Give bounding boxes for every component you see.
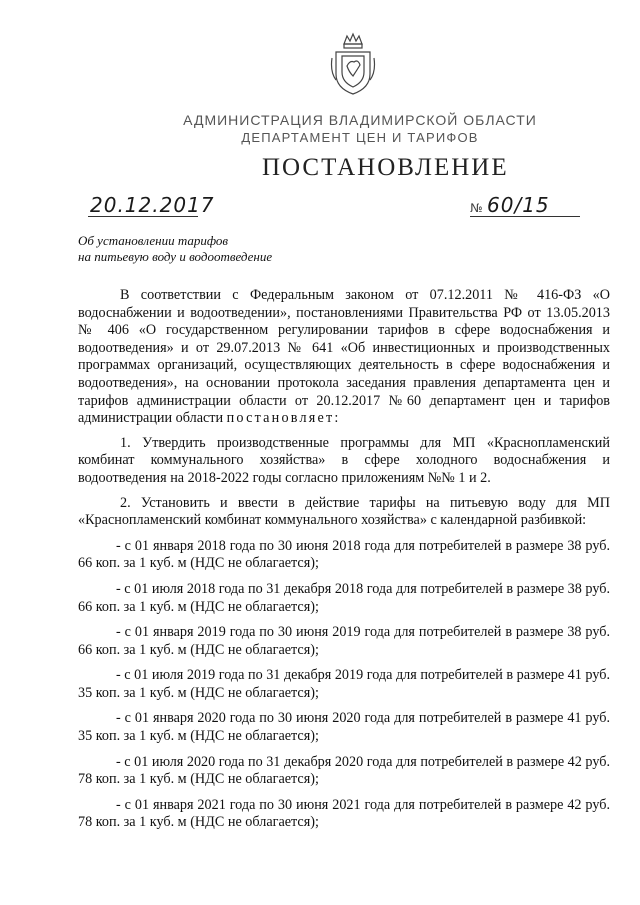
tariff-item-6: - с 01 июля 2020 года по 31 декабря 2020 года для потребителей в размере 42 руб. 78 коп. за 1 куб. м (НДС не облагается); bbox=[78, 753, 610, 788]
clause-1: 1. Утвердить производственные программы для МП «Краснопламенский комбинат коммунального хозяйства» в сфере холодного водоснабжения и водоотведения на 2018-2022 годы согласно приложениям №№ 1 и 2. bbox=[78, 434, 610, 486]
document-subject bbox=[78, 233, 272, 265]
preamble-paragraph bbox=[78, 287, 610, 428]
subject-line-2: на питьевую воду и водоотведение bbox=[78, 249, 273, 264]
tariff-item-3: - с 01 января 2019 года по 30 июня 2019 года для потребителей в размере 38 руб. 66 коп. за 1 куб. м (НДС не облагается); bbox=[78, 624, 610, 658]
department-name: ДЕПАРТАМЕНТ ЦЕН И ТАРИФОВ bbox=[241, 130, 479, 145]
tariff-item-2: - с 01 июля 2018 года по 31 декабря 2018 года для потребителей в размере 38 руб. 66 коп. за 1 куб. м (НДС не облагается); bbox=[78, 580, 610, 615]
document-body bbox=[78, 287, 610, 832]
tariff-item-1: - с 01 января 2018 года по 30 июня 2018 года для потребителей в размере 38 руб. 66 коп. за 1 куб. м (НДС не облагается); bbox=[78, 537, 610, 572]
number-underline bbox=[470, 216, 580, 217]
document-title: ПОСТАНОВЛЕНИЕ bbox=[262, 154, 509, 181]
tariff-item-7: - с 01 января 2021 года по 30 июня 2021 года для потребителей в размере 42 руб. 78 коп. за 1 куб. м (НДС не облагается); bbox=[78, 796, 610, 831]
tariff-item-4: - с 01 июля 2019 года по 31 декабря 2019 года для потребителей в размере 41 руб. 35 коп. за 1 куб. м (НДС не облагается); bbox=[78, 667, 610, 701]
organization-name: АДМИНИСТРАЦИЯ ВЛАДИМИРСКОЙ ОБЛАСТИ bbox=[183, 112, 537, 128]
clause-2: 2. Установить и ввести в действие тарифы на питьевую воду для МП «Краснопламенский комбинат коммунального хозяйства» с календарной разбивкой: bbox=[78, 494, 610, 529]
coat-of-arms-icon bbox=[330, 32, 376, 98]
date-underline bbox=[88, 216, 198, 217]
document-number: 60/15 bbox=[487, 193, 550, 217]
number-prefix: № bbox=[470, 201, 483, 215]
tariff-item-5: - с 01 января 2020 года по 30 июня 2020 года для потребителей в размере 41 руб. 35 коп. за 1 куб. м (НДС не облагается); bbox=[78, 710, 610, 745]
document-date: 20.12.2017 bbox=[90, 193, 215, 217]
preamble-text: В соответствии с Федеральным законом от 07.12.2011 № 416-ФЗ «О водоснабжении и водоотведении», постановлениями Правительства РФ от 13.05.2013 № 406 «О государственном регулировании тарифов в сфере водоснабжения и водоотведения» и от 29.07.2013 № 641 «Об инвестиционных и производственных программах организаций, осуществляющих деятельность в сфере водоснабжения и водоотведения», на основании протокола заседания правления департамента цен и тарифов администрации области от 20.12.2017 №60 департамент цен и тарифов администрации области bbox=[78, 287, 610, 427]
subject-line-1: Об установлении тарифов bbox=[78, 233, 229, 248]
decree-word: постановляет: bbox=[226, 410, 341, 427]
